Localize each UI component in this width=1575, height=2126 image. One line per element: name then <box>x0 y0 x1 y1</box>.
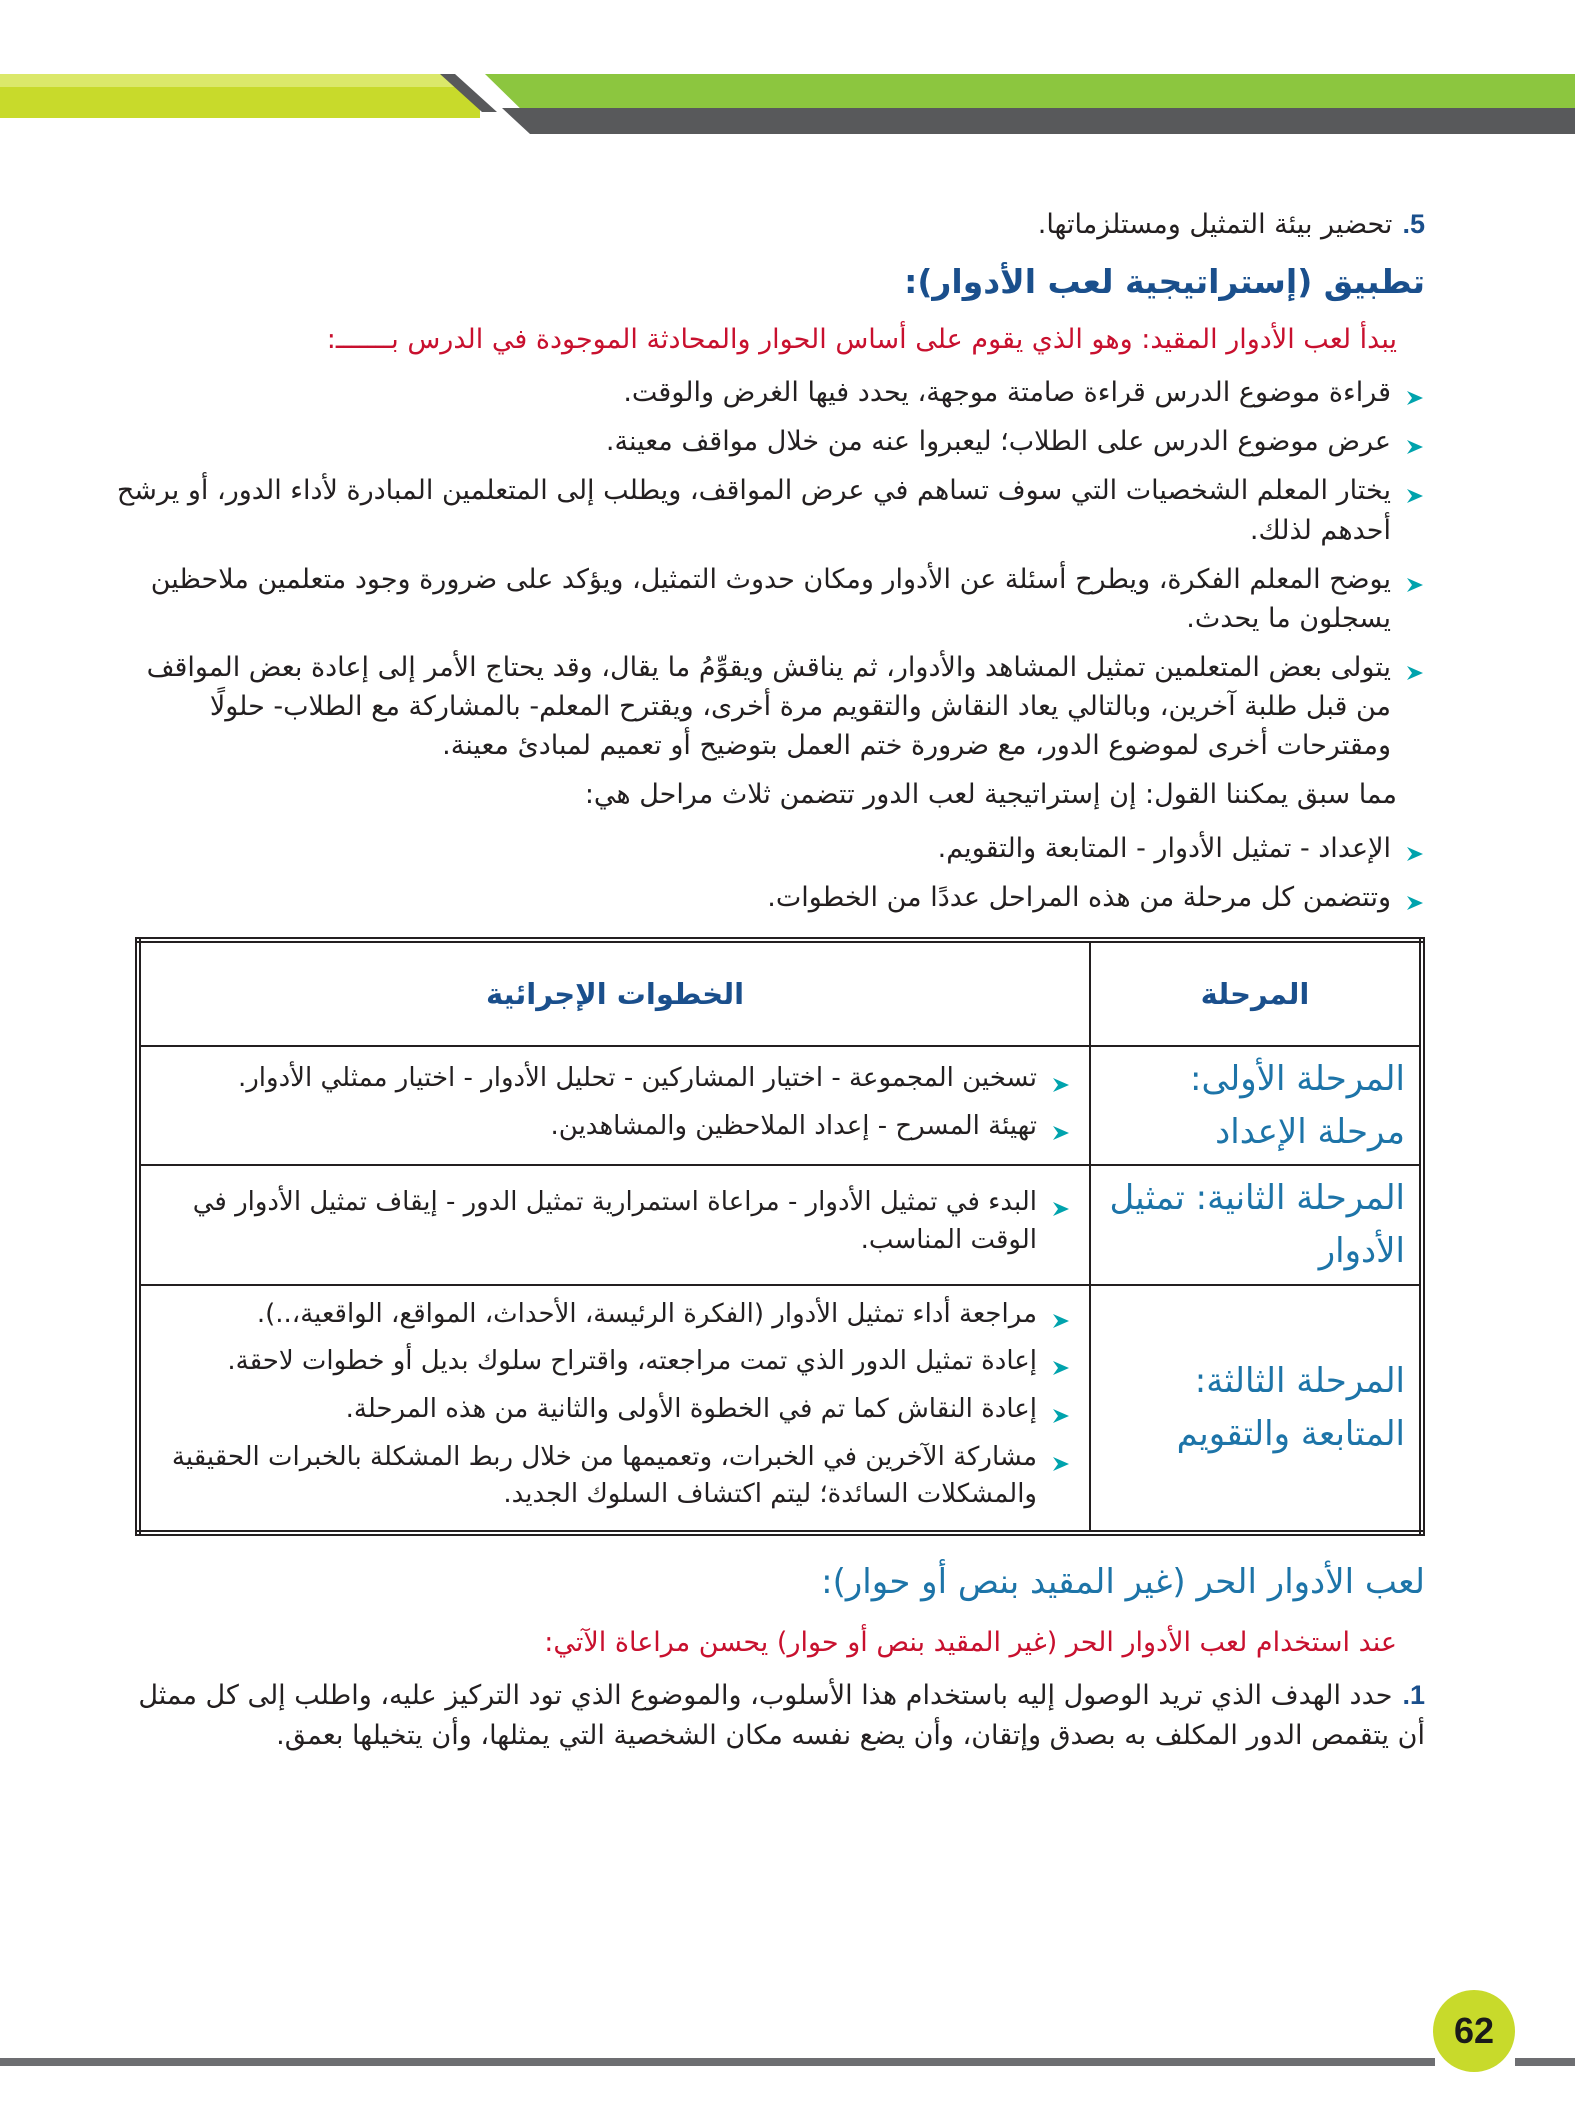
list-item <box>159 1439 1071 1514</box>
table-row <box>138 1046 1422 1165</box>
banner-green-shadow <box>502 108 1575 134</box>
page-content <box>110 205 1425 1769</box>
steps-cell <box>138 1046 1090 1165</box>
section-heading-free-role-play: لعب الأدوار الحر (غير المقيد بنص أو حوار): <box>821 1562 1425 1602</box>
bullet-icon <box>1053 1076 1071 1094</box>
list-item-text: يوضح المعلم الفكرة، ويطرح أسئلة عن الأدوار ومكان حدوث التمثيل، ويؤكد على ضرورة وجود متعلمين ملاحظين يسجلون ما يحدث. <box>150 563 1391 634</box>
bullet-icon <box>1407 894 1425 912</box>
summary-list <box>110 829 1425 917</box>
bullet-icon <box>1053 1312 1071 1330</box>
list-item <box>159 1343 1071 1381</box>
list-item <box>159 1184 1071 1259</box>
section-heading-role-play: تطبيق (إستراتيجية لعب الأدوار): <box>904 262 1425 302</box>
table-header-row <box>138 940 1422 1046</box>
item-text: تحضير بيئة التمثيل ومستلزماتها. <box>1037 209 1393 240</box>
list-item-text: قراءة موضوع الدرس قراءة صامتة موجهة، يحدد فيها الغرض والوقت. <box>623 377 1391 409</box>
phase-cell: المرحلة الثانية: تمثيل الأدوار <box>1090 1165 1422 1284</box>
list-item-text: البدء في تمثيل الأدوار - مراعاة استمرارية تمثيل الدور - إيقاف تمثيل الأدوار في الوقت المناسب. <box>192 1187 1037 1255</box>
steps-list <box>159 1296 1071 1514</box>
steps-cell <box>138 1165 1090 1284</box>
bullet-icon <box>1053 1407 1071 1425</box>
bullet-icon <box>1407 438 1425 456</box>
footer-rule <box>0 2058 1435 2066</box>
steps-list <box>110 373 1425 765</box>
steps-cell <box>138 1285 1090 1533</box>
bullet-icon <box>1407 664 1425 682</box>
list-item-text: إعادة تمثيل الدور الذي تمت مراجعته، واقتراح سلوك بديل أو خطوات لاحقة. <box>227 1346 1037 1377</box>
list-item <box>110 829 1425 868</box>
list-item <box>159 1391 1071 1429</box>
bullet-icon <box>1407 487 1425 505</box>
summary-paragraph: مما سبق يمكننا القول: إن إستراتيجية لعب الدور تتضمن ثلاث مراحل هي: <box>584 779 1397 811</box>
bullet-icon <box>1053 1200 1071 1218</box>
section-intro-restricted: يبدأ لعب الأدوار المقيد: وهو الذي يقوم على أساس الحوار والمحادثة الموجودة في الدرس بـــــــ: <box>326 323 1397 355</box>
top-banner <box>0 0 1575 140</box>
list-item <box>159 1108 1071 1146</box>
list-item <box>110 373 1425 412</box>
bullet-icon <box>1053 1124 1071 1142</box>
table-row <box>138 1285 1422 1533</box>
list-item <box>110 560 1425 638</box>
list-item <box>110 471 1425 549</box>
steps-list <box>159 1184 1071 1259</box>
bullet-icon <box>1053 1359 1071 1377</box>
list-item-text: وتتضمن كل مرحلة من هذه المراحل عددًا من الخطوات. <box>767 881 1391 913</box>
table-header-steps: الخطوات الإجرائية <box>138 940 1090 1046</box>
list-item <box>110 422 1425 461</box>
page-number-badge: 62 <box>1433 1990 1515 2072</box>
table-header-phase: المرحلة <box>1090 940 1422 1046</box>
list-item <box>110 648 1425 765</box>
list-item-text: يختار المعلم الشخصيات التي سوف تساهم في عرض المواقف، ويطلب إلى المتعلمين المبادرة لأداء الدور، أو يرشح أحدهم لذلك. <box>116 475 1391 546</box>
item-number: 1. <box>1402 1680 1425 1711</box>
list-item <box>159 1296 1071 1334</box>
item-text: حدد الهدف الذي تريد الوصول إليه باستخدام هذا الأسلوب، والموضوع الذي تود التركيز عليه، واطلب إلى كل ممثل أن يتقمص الدور المكلف به بصدق وإتقان، وأن يضع نفسه مكان الشخصية التي يمثلها، وأن يتخيلها بعمق. <box>138 1680 1425 1751</box>
list-item-text: الإعداد - تمثيل الأدوار - المتابعة والتقويم. <box>937 832 1391 864</box>
bullet-icon <box>1407 576 1425 594</box>
list-item <box>110 878 1425 917</box>
table-row <box>138 1165 1422 1284</box>
list-item-text: يتولى بعض المتعلمين تمثيل المشاهد والأدوار، ثم يناقش ويقوِّمُ ما يقال، وقد يحتاج الأمر إلى إعادة بعض المواقف من قبل طلبة آخرين، وبالتالي يعاد النقاش والتقويم مرة أخرى، ويقترح المعلم- بالمشاركة مع الطلاب- حلولًا ومقترحات أخرى لموضوع الدور، مع ضرورة ختم العمل بتوضيح أو تعميم لمبادئ معينة. <box>146 651 1391 762</box>
list-item-1 <box>110 1676 1425 1754</box>
phases-table <box>135 937 1425 1536</box>
list-item-text: تهيئة المسرح - إعداد الملاحظين والمشاهدين. <box>550 1110 1037 1141</box>
phase-cell: المرحلة الأولى: مرحلة الإعداد <box>1090 1046 1422 1165</box>
banner-lime-highlight <box>0 74 455 87</box>
steps-list <box>159 1060 1071 1145</box>
list-item <box>159 1060 1071 1098</box>
list-item-text: إعادة النقاش كما تم في الخطوة الأولى والثانية من هذه المرحلة. <box>345 1393 1037 1424</box>
bullet-icon <box>1053 1455 1071 1473</box>
bullet-icon <box>1407 389 1425 407</box>
list-item-text: مشاركة الآخرين في الخبرات، وتعميمها من خلال ربط المشكلة بالخبرات الحقيقية والمشكلات السائدة؛ ليتم اكتشاف السلوك الجديد. <box>171 1441 1037 1510</box>
list-item-text: مراجعة أداء تمثيل الأدوار (الفكرة الرئيسة، الأحداث، المواقع، الواقعية،..). <box>256 1298 1037 1329</box>
list-item-text: عرض موضوع الدرس على الطلاب؛ ليعبروا عنه من خلال مواقف معينة. <box>605 426 1391 458</box>
section-intro-free: عند استخدام لعب الأدوار الحر (غير المقيد بنص أو حوار) يحسن مراعاة الآتي: <box>544 1627 1397 1659</box>
list-item-5 <box>110 205 1425 244</box>
footer-rule-end <box>1515 2058 1575 2066</box>
phase-cell: المرحلة الثالثة: المتابعة والتقويم <box>1090 1285 1422 1533</box>
bullet-icon <box>1407 845 1425 863</box>
item-number: 5. <box>1402 209 1425 239</box>
list-item-text: تسخين المجموعة - اختيار المشاركين - تحليل الأدوار - اختيار ممثلي الأدوار. <box>237 1062 1037 1093</box>
